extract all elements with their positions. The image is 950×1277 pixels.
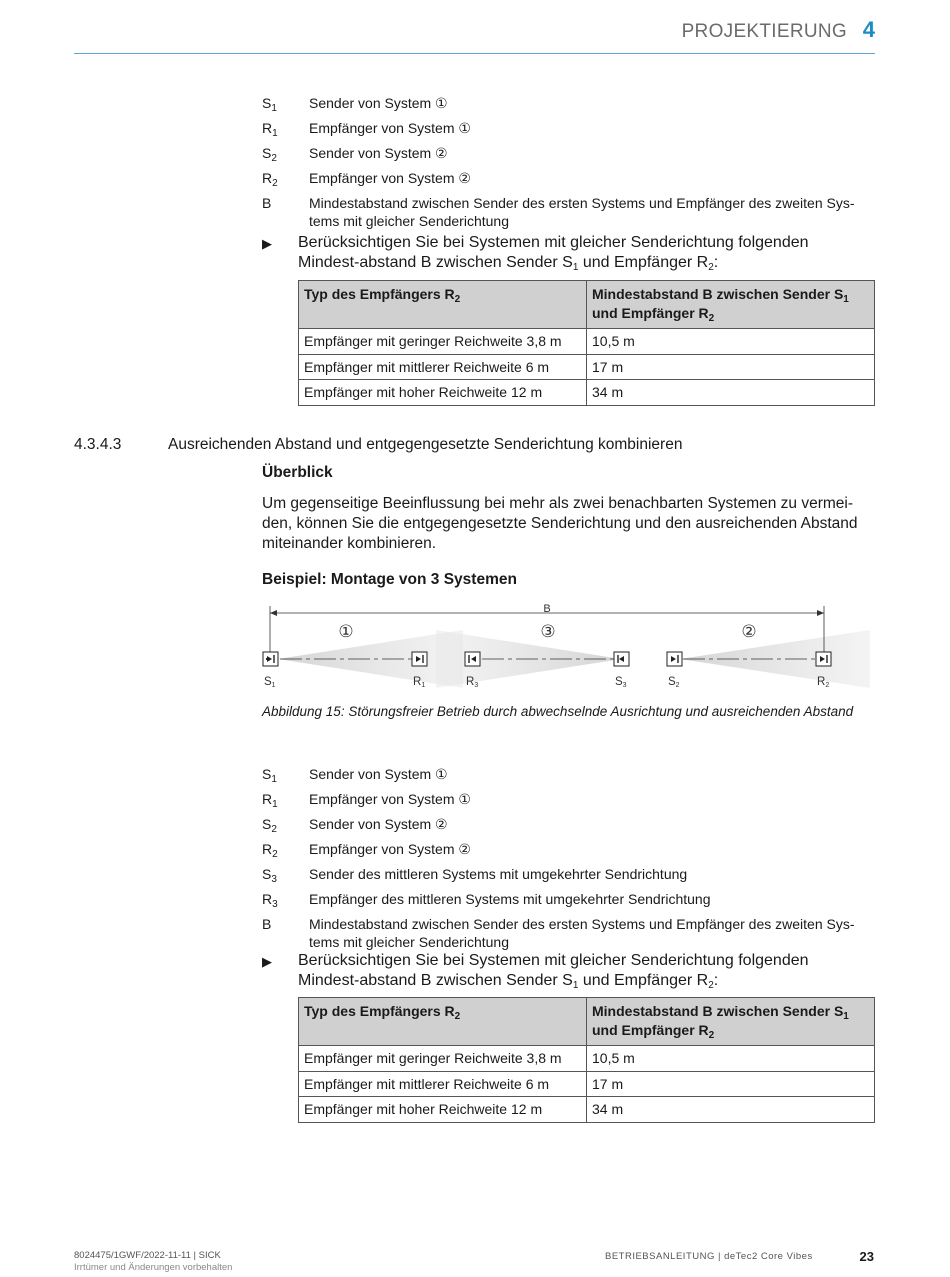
legend-text: Empfänger von System ②: [309, 170, 471, 186]
triangle-right-icon: ▶: [262, 954, 272, 969]
legend-symbol: $R_2$: [262, 170, 278, 189]
legend-symbol: $R_3$: [262, 891, 278, 910]
table-header-cell: Mindestabstand B zwischen Sender $S_1$ und Empfänger $R_2$: [587, 281, 875, 329]
device-label: R2: [817, 676, 830, 689]
legend-item: [262, 169, 882, 187]
table-cell: Empfänger mit hoher Reichweite 12 m: [299, 380, 587, 406]
legend-text: Sender von System ②: [309, 816, 448, 832]
footer-manual-title: BETRIEBSANLEITUNG | deTec2 Core Vibes: [605, 1251, 813, 1262]
dimension-arrow-left: [270, 610, 277, 616]
chapter-number: 4: [862, 17, 875, 42]
table-row: [299, 1046, 875, 1072]
legend-symbol: $S_1$: [262, 95, 277, 114]
sender-s1-icon: [263, 652, 278, 666]
legend-item: [262, 815, 882, 833]
section-number: 4.3.4.3: [74, 436, 122, 453]
legend-item: [262, 840, 882, 858]
system-label: ②: [741, 622, 757, 642]
beam-system-1: [278, 630, 463, 688]
legend-symbol: $S_2$: [262, 145, 277, 164]
legend-symbol: B: [262, 916, 272, 932]
legend-list: [262, 94, 882, 237]
table-cell: Empfänger mit geringer Reichweite 3,8 m: [299, 1046, 587, 1072]
mounting-diagram: [258, 598, 870, 694]
table-cell: 17 m: [587, 1071, 875, 1097]
legend-item: [262, 144, 882, 162]
legend-text: Empfänger des mittleren Systems mit umgekehrter Sendrichtung: [309, 891, 711, 907]
legend-symbol: $R_1$: [262, 791, 278, 810]
subheading-example: Beispiel: Montage von 3 Systemen: [262, 571, 517, 588]
table-cell: 10,5 m: [587, 329, 875, 355]
footer-doc-id: 8024475/1GWF/2022-11-11 | SICK: [74, 1250, 221, 1261]
receiver-r1-icon: [412, 652, 427, 666]
sender-s3-icon: [614, 652, 629, 666]
subheading-overview: Überblick: [262, 464, 333, 481]
legend-item: [262, 890, 882, 908]
legend-item: [262, 194, 882, 230]
legend-item: [262, 765, 882, 783]
note-text: Berücksichtigen Sie bei Systemen mit gleicher Senderichtung folgenden Mindest-abstand B zwischen Sender $S_1$ und Empfänger $R_2$:: [298, 952, 809, 991]
sender-s2-icon: [667, 652, 682, 666]
legend-symbol: $S_2$: [262, 816, 277, 835]
chapter-title: PROJEKTIERUNG: [681, 21, 847, 42]
table-cell: 34 m: [587, 1097, 875, 1123]
legend-list: [262, 765, 882, 958]
device-label: S1: [264, 676, 276, 689]
table-cell: Empfänger mit hoher Reichweite 12 m: [299, 1097, 587, 1123]
table-cell: Empfänger mit mittlerer Reichweite 6 m: [299, 1071, 587, 1097]
table-header-row: [299, 998, 875, 1046]
legend-symbol: $S_3$: [262, 866, 277, 885]
table-cell: 17 m: [587, 354, 875, 380]
triangle-right-icon: ▶: [262, 236, 272, 251]
note-text: Berücksichtigen Sie bei Systemen mit gleicher Senderichtung folgenden Mindest-abstand B zwischen Sender $S_1$ und Empfänger $R_2$:: [298, 234, 809, 273]
figure-caption: Abbildung 15: Störungsfreier Betrieb durch abwechselnde Ausrichtung und ausreichenden Abstand: [262, 704, 854, 719]
footer-disclaimer: Irrtümer und Änderungen vorbehalten: [74, 1262, 233, 1273]
beam-system-2: [680, 630, 870, 688]
receiver-r2-icon: [816, 652, 831, 666]
table-header-row: [299, 281, 875, 329]
distance-label: B: [543, 603, 551, 615]
device-label: S2: [668, 676, 680, 689]
distance-table: [298, 997, 875, 1123]
legend-symbol: $R_1$: [262, 120, 278, 139]
table-row: [299, 354, 875, 380]
page-number: 23: [859, 1249, 874, 1264]
table-cell: 34 m: [587, 380, 875, 406]
distance-table: [298, 280, 875, 406]
section-heading: [74, 436, 682, 454]
section-title: Ausreichenden Abstand und entgegengesetzte Senderichtung kombinieren: [168, 436, 683, 453]
legend-text: Mindestabstand zwischen Sender des ersten Systems und Empfänger des zweiten Sys-tems mit gleicher Senderichtung: [309, 195, 855, 229]
instruction-note: [262, 233, 874, 273]
footer-document-info: [74, 1250, 232, 1274]
legend-text: Sender von System ②: [309, 145, 448, 161]
table-cell: 10,5 m: [587, 1046, 875, 1072]
legend-symbol: $S_1$: [262, 766, 277, 785]
legend-item: [262, 94, 882, 112]
legend-symbol: B: [262, 195, 272, 211]
table-row: [299, 329, 875, 355]
legend-item: [262, 865, 882, 883]
legend-text: Sender von System ①: [309, 95, 448, 111]
legend-text: Empfänger von System ①: [309, 120, 471, 136]
table-row: [299, 1097, 875, 1123]
device-label: R1: [413, 676, 426, 689]
legend-text: Empfänger von System ②: [309, 841, 471, 857]
receiver-r3-icon: [465, 652, 480, 666]
legend-text: Sender von System ①: [309, 766, 448, 782]
body-paragraph: Um gegenseitige Beeinflussung bei mehr als zwei benachbarten Systemen zu vermei-den, können Sie die entgegengesetzte Senderichtung und den ausreichenden Abstand miteinander kombinieren.: [262, 495, 858, 552]
table-cell: Empfänger mit geringer Reichweite 3,8 m: [299, 329, 587, 355]
dimension-arrow-right: [817, 610, 824, 616]
legend-item: [262, 915, 882, 951]
system-label: ①: [338, 622, 354, 642]
table-header-cell: Typ des Empfängers $R_2$: [299, 281, 587, 329]
legend-text: Mindestabstand zwischen Sender des ersten Systems und Empfänger des zweiten Sys-tems mit gleicher Senderichtung: [309, 916, 855, 950]
page-header: [74, 16, 875, 54]
legend-item: [262, 790, 882, 808]
table-header-cell: Typ des Empfängers $R_2$: [299, 998, 587, 1046]
diagram-svg: [258, 598, 870, 694]
table-header-cell: Mindestabstand B zwischen Sender $S_1$ und Empfänger $R_2$: [587, 998, 875, 1046]
system-label: ③: [540, 622, 556, 642]
legend-text: Sender des mittleren Systems mit umgekehrter Sendrichtung: [309, 866, 688, 882]
legend-item: [262, 119, 882, 137]
legend-symbol: $R_2$: [262, 841, 278, 860]
table-cell: Empfänger mit mittlerer Reichweite 6 m: [299, 354, 587, 380]
device-label: R3: [466, 676, 479, 689]
legend-text: Empfänger von System ①: [309, 791, 471, 807]
table-row: [299, 1071, 875, 1097]
device-label: S3: [615, 676, 627, 689]
table-row: [299, 380, 875, 406]
instruction-note: [262, 951, 874, 991]
